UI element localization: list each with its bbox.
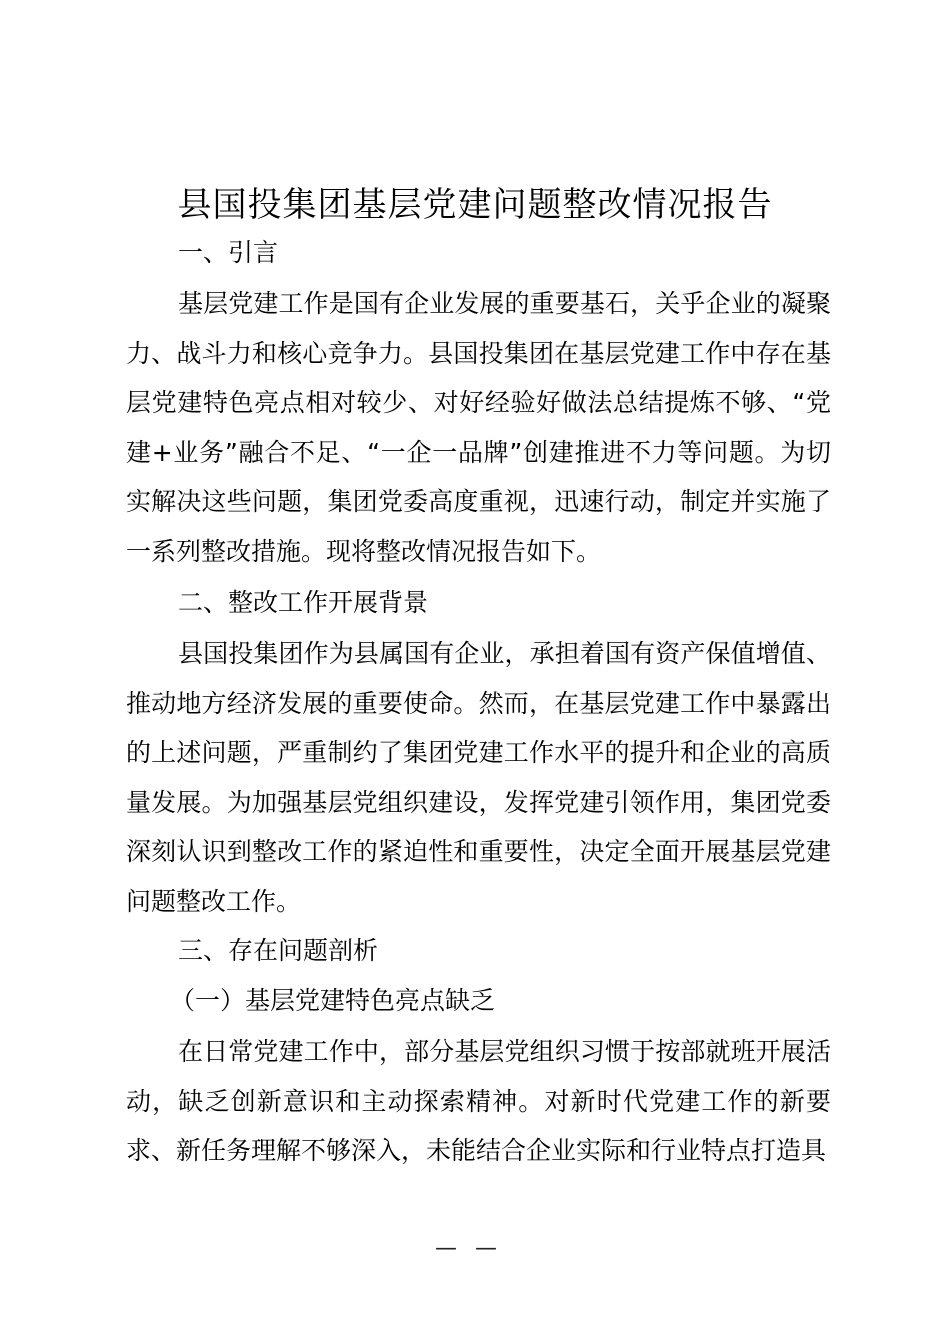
subsection-heading-lack-of-features: （一）基层党建特色亮点缺乏 <box>170 986 496 1015</box>
page-number: —— <box>435 1236 515 1261</box>
section-heading-introduction: 一、引言 <box>178 238 279 267</box>
paragraph-background: 县国投集团作为县属国有企业，承担着国有资产保值增值、推动地方经济发展的重要使命。然而，在基层党建工作中暴露出的上述问题，严重制约了集团党建工作水平的提升和企业的高质量发展。为加强基层党组织建设，发挥党建引领作用，集团党委深刻认识到整改工作的紧迫性和重要性，决定全面开展基层党建问题整改工作。 <box>126 639 831 916</box>
paragraph-lack-of-features: 在日常党建工作中，部分基层党组织习惯于按部就班开展活动，缺乏创新意识和主动探索精神。对新时代党建工作的新要求、新任务理解不够深入，未能结合企业实际和行业特点打造具 <box>126 1037 831 1165</box>
document-title: 县国投集团基层党建问题整改情况报告 <box>177 185 773 225</box>
section-heading-problem-analysis: 三、存在问题剖析 <box>178 936 379 965</box>
section-heading-background: 二、整改工作开展背景 <box>178 588 429 617</box>
paragraph-introduction: 基层党建工作是国有企业发展的重要基石，关乎企业的凝聚力、战斗力和核心竞争力。县国投集团在基层党建工作中存在基层党建特色亮点相对较少、对好经验好做法总结提炼不够、“党建+业务”融合不足、“一企一品牌”创建推进不力等问题。为切实解决这些问题，集团党委高度重视，迅速行动，制定并实施了一系列整改措施。现将整改情况报告如下。 <box>126 289 831 566</box>
